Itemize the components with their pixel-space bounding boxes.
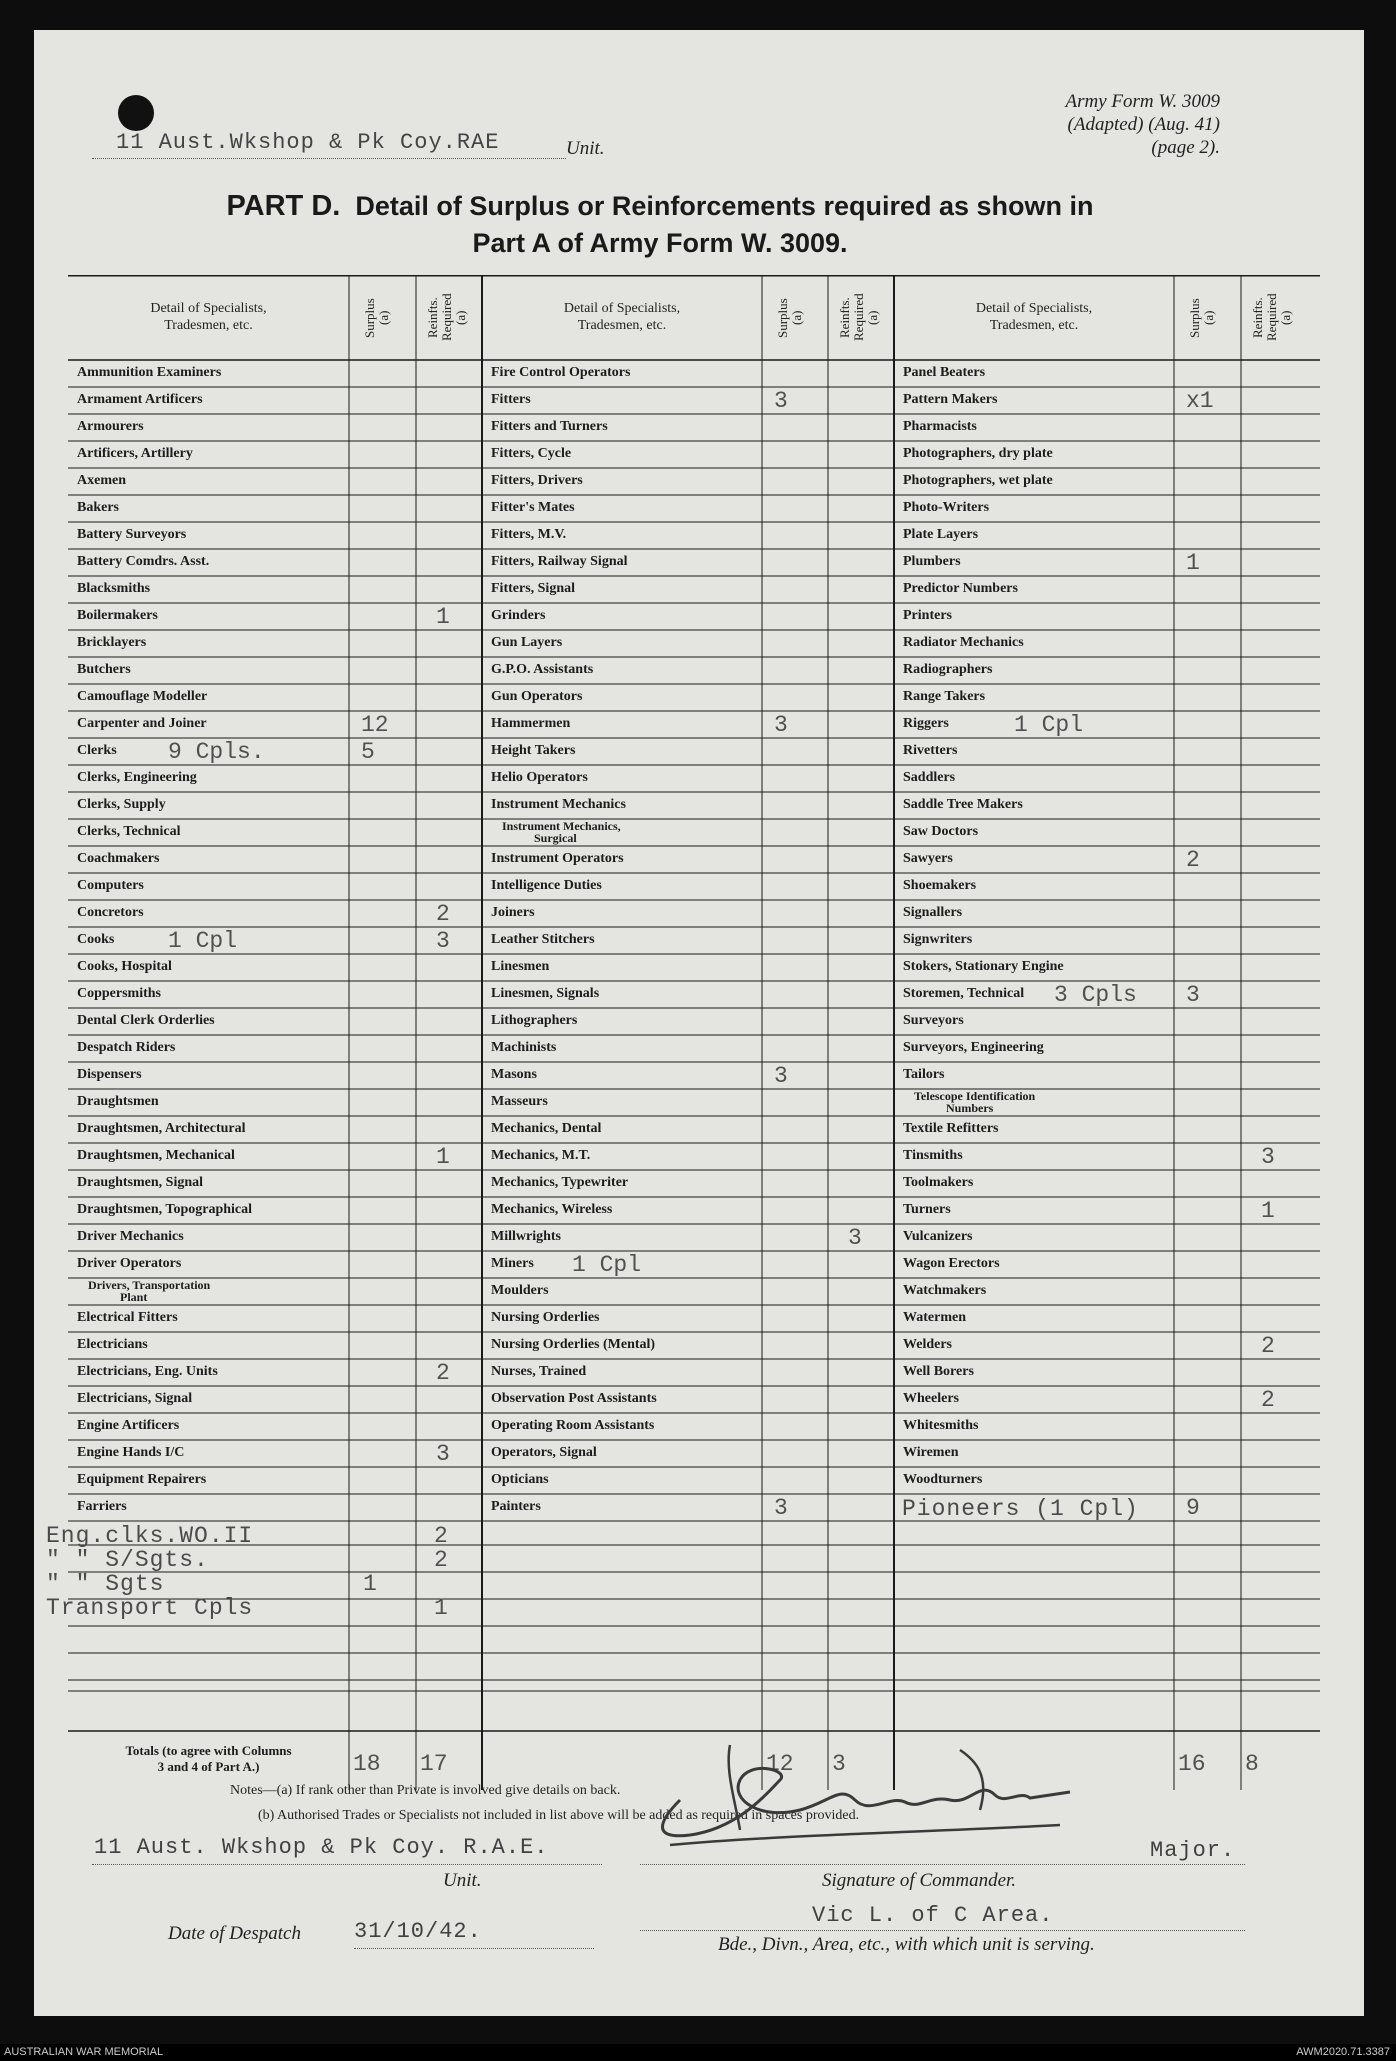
row-label: Radiator Mechanics	[903, 635, 1024, 650]
surplus-value: 9	[1186, 1495, 1200, 1521]
row-label: Mechanics, Wireless	[491, 1202, 613, 1217]
row-label: Equipment Repairers	[77, 1472, 207, 1487]
archive-bar	[0, 2044, 1396, 2061]
surplus-value: 3	[774, 1495, 788, 1521]
header-line: Required	[439, 293, 454, 342]
header-unit-line	[92, 158, 566, 159]
area-line	[640, 1930, 1245, 1931]
row-label: Tinsmiths	[903, 1148, 963, 1163]
header-line: (a)	[789, 310, 804, 326]
column-header-surplus	[776, 287, 804, 349]
row-label: Textile Refitters	[903, 1121, 999, 1136]
row-label: Bakers	[77, 500, 119, 515]
header-line: (a)	[376, 310, 391, 326]
row-label: Tailors	[903, 1067, 945, 1082]
row-label: Clerks, Technical	[77, 824, 181, 839]
row-label: Printers	[903, 608, 952, 623]
form-reference	[990, 90, 1220, 159]
row-label: Cooks	[77, 932, 115, 947]
column-header-detail	[482, 300, 762, 334]
reinforcement-value: 1	[1261, 1198, 1275, 1224]
row-label: Fitters	[491, 392, 531, 407]
row-label: Dental Clerk Orderlies	[77, 1013, 215, 1028]
row-label: Panel Beaters	[903, 365, 986, 380]
row-label-typed: Pioneers (1 Cpl)	[902, 1496, 1139, 1522]
totals-label-line: Totals (to agree with Columns	[125, 1743, 292, 1758]
form-title	[140, 188, 1180, 262]
row-label: Fire Control Operators	[491, 365, 631, 380]
row-label: Range Takers	[903, 689, 986, 704]
header-line: Detail of Specialists,	[150, 301, 267, 316]
surplus-value: 1	[363, 1571, 377, 1597]
row-label: Driver Mechanics	[77, 1229, 184, 1244]
date-line	[354, 1948, 594, 1949]
header-unit-typed: 11 Aust.Wkshop & Pk Coy.RAE	[116, 130, 500, 155]
row-label: Pattern Makers	[903, 392, 998, 407]
signature-label: Signature of Commander.	[822, 1870, 1017, 1891]
row-label: Butchers	[77, 662, 131, 677]
row-label: Ammunition Examiners	[77, 365, 222, 380]
totals-label	[68, 1743, 349, 1775]
row-annotation: 3 Cpls	[1054, 982, 1137, 1008]
row-label: Saw Doctors	[903, 824, 979, 839]
title-line-1: Detail of Surplus or Reinforcements required as shown in	[355, 191, 1094, 221]
row-label: Clerks	[77, 743, 117, 758]
reinforcement-value: 1	[436, 604, 450, 630]
reinforcement-value: 1	[436, 1144, 450, 1170]
column-header-detail	[68, 300, 349, 334]
surplus-value: 3	[774, 388, 788, 414]
row-label: Gun Layers	[491, 635, 563, 650]
row-label: Mechanics, Typewriter	[491, 1175, 629, 1190]
total-surplus: 12	[766, 1751, 794, 1777]
row-label: Rivetters	[903, 743, 958, 758]
area-label: Bde., Divn., Area, etc., with which unit is serving.	[718, 1934, 1095, 1955]
header-line: Surplus	[775, 298, 790, 338]
punch-hole	[118, 95, 154, 131]
row-label: Machinists	[491, 1040, 557, 1055]
row-label: Height Takers	[491, 743, 576, 758]
column-header-detail	[894, 300, 1174, 334]
row-label: Photographers, dry plate	[903, 446, 1053, 461]
row-label: Coachmakers	[77, 851, 160, 866]
row-label: Gun Operators	[491, 689, 583, 704]
row-label: Saddlers	[903, 770, 956, 785]
specialists-table	[46, 275, 1320, 1790]
row-label: Battery Comdrs. Asst.	[77, 554, 210, 569]
archive-right: AWM2020.71.3387	[1296, 2046, 1390, 2058]
row-label: Telescope Identification	[914, 1089, 1036, 1103]
column-header-reinforcements	[426, 280, 468, 355]
row-label: Axemen	[77, 473, 126, 488]
header-line: (a)	[865, 310, 880, 325]
row-label: Fitters, Drivers	[491, 473, 583, 488]
row-label: Leather Stitchers	[491, 932, 595, 947]
column-header-reinforcements	[1251, 280, 1293, 355]
reinforcement-value: 2	[1261, 1333, 1275, 1359]
totals-label-line: 3 and 4 of Part A.)	[157, 1759, 260, 1774]
row-label: Photographers, wet plate	[903, 473, 1053, 488]
surplus-value: 2	[1186, 847, 1200, 873]
reinforcement-value: 3	[848, 1225, 862, 1251]
row-label: Wiremen	[903, 1445, 959, 1460]
date-of-despatch-value: 31/10/42.	[354, 1919, 482, 1944]
row-label: Intelligence Duties	[491, 878, 602, 893]
table-rules	[68, 275, 1320, 1790]
row-label: Radiographers	[903, 662, 993, 677]
column-header-reinforcements	[838, 280, 880, 355]
row-label: Electricians, Eng. Units	[77, 1364, 218, 1379]
surplus-value: x1	[1186, 388, 1214, 414]
header-line: Detail of Specialists,	[563, 301, 681, 316]
row-label: Saddle Tree Makers	[903, 797, 1023, 812]
row-label: Bricklayers	[77, 635, 147, 650]
row-label: Fitters, Cycle	[491, 446, 572, 461]
row-label: Numbers	[946, 1101, 994, 1115]
row-label: Plant	[120, 1290, 148, 1304]
total-reinforcements: 3	[832, 1751, 846, 1777]
row-label: Photo-Writers	[903, 500, 990, 515]
row-label: Moulders	[491, 1283, 549, 1298]
row-label: Millwrights	[491, 1229, 561, 1244]
area-typed: Vic L. of C Area.	[812, 1903, 1054, 1928]
reinforcement-value: 3	[1261, 1144, 1275, 1170]
row-label: Helio Operators	[491, 770, 588, 785]
row-label: Coppersmiths	[77, 986, 162, 1001]
row-label: Watermen	[903, 1310, 966, 1325]
row-label: Opticians	[491, 1472, 549, 1487]
signature-line	[640, 1864, 1245, 1865]
column-header-surplus	[363, 287, 391, 349]
row-label: Woodturners	[903, 1472, 983, 1487]
surplus-value: 1	[1186, 550, 1200, 576]
note-b: (b) Authorised Trades or Specialists not included in list above will be added as required in spaces provided.	[258, 1808, 860, 1823]
row-label: Blacksmiths	[77, 581, 151, 596]
row-label: Linesmen	[491, 959, 550, 974]
form-ref-line: (page 2).	[1151, 137, 1220, 158]
header-line: Tradesmen, etc.	[989, 318, 1079, 333]
surplus-value: 12	[361, 712, 389, 738]
row-label: Pharmacists	[903, 419, 977, 434]
row-label: Electrical Fitters	[77, 1310, 178, 1325]
reinforcement-value: 2	[436, 1360, 450, 1386]
row-label: Instrument Mechanics	[491, 797, 626, 812]
row-label: Farriers	[77, 1499, 127, 1514]
header-line: (a)	[453, 310, 468, 325]
row-label: Storemen, Technical	[903, 986, 1025, 1001]
header-line: Required	[1264, 293, 1279, 342]
row-label: Nursing Orderlies (Mental)	[491, 1337, 656, 1352]
header-unit-label: Unit.	[566, 138, 605, 159]
row-label: Turners	[903, 1202, 951, 1217]
footer-unit-typed: 11 Aust. Wkshop & Pk Coy. R.A.E.	[94, 1835, 549, 1860]
header-line: Detail of Specialists,	[975, 301, 1093, 316]
row-label: Welders	[903, 1337, 952, 1352]
surplus-value: 5	[361, 739, 375, 765]
row-label: Plate Layers	[903, 527, 979, 542]
header-line: Reinfts.	[1250, 297, 1265, 338]
row-label: Hammermen	[491, 716, 571, 731]
row-label: Grinders	[491, 608, 546, 623]
row-label: Toolmakers	[903, 1175, 974, 1190]
header-line: Tradesmen, etc.	[164, 318, 253, 333]
row-label: Well Borers	[903, 1364, 974, 1379]
row-label: Clerks, Engineering	[77, 770, 197, 785]
extra-row-label: Transport Cpls	[46, 1595, 254, 1621]
form-ref-line: Army Form W. 3009	[1065, 91, 1220, 112]
reinforcement-value: 2	[436, 901, 450, 927]
row-label: Camouflage Modeller	[77, 689, 208, 704]
row-label: Operating Room Assistants	[491, 1418, 655, 1433]
row-label: Draughtsmen	[77, 1094, 159, 1109]
total-surplus: 16	[1178, 1751, 1206, 1777]
header-line: Reinfts.	[837, 297, 852, 338]
row-label: Armourers	[77, 419, 144, 434]
row-label: Sawyers	[903, 851, 953, 866]
row-label: Cooks, Hospital	[77, 959, 172, 974]
row-label: Nursing Orderlies	[491, 1310, 600, 1325]
row-label: Riggers	[903, 716, 949, 731]
surplus-value: 3	[774, 712, 788, 738]
row-label: Boilermakers	[77, 608, 158, 623]
total-reinforcements: 8	[1245, 1751, 1259, 1777]
row-label: Linesmen, Signals	[491, 986, 600, 1001]
row-label: Signallers	[903, 905, 963, 920]
surplus-value: 3	[1186, 982, 1200, 1008]
row-annotation: 9 Cpls.	[168, 739, 265, 765]
row-label: Dispensers	[77, 1067, 142, 1082]
row-label: Wagon Erectors	[903, 1256, 1000, 1271]
row-label: Fitters, M.V.	[491, 527, 567, 542]
row-label: Driver Operators	[77, 1256, 182, 1271]
header-line: (a)	[1201, 310, 1216, 326]
row-label: Surveyors	[903, 1013, 964, 1028]
extra-row-label: Eng.clks.WO.II	[46, 1523, 254, 1549]
row-label: Draughtsmen, Architectural	[77, 1121, 246, 1136]
date-of-despatch-label: Date of Despatch	[168, 1923, 301, 1944]
header-line: Tradesmen, etc.	[577, 318, 667, 333]
row-label: Draughtsmen, Mechanical	[77, 1148, 235, 1163]
row-label: Watchmakers	[903, 1283, 987, 1298]
row-label: Observation Post Assistants	[491, 1391, 657, 1406]
row-label: Electricians	[77, 1337, 148, 1352]
row-label: Fitter's Mates	[491, 500, 575, 515]
header-line: Surplus	[1187, 298, 1202, 338]
title-part: PART D.	[226, 190, 341, 222]
commander-signature	[630, 1740, 1150, 1870]
row-label: Armament Artificers	[77, 392, 203, 407]
header-line: Required	[851, 293, 866, 342]
row-label: Wheelers	[903, 1391, 959, 1406]
reinforcement-value: 2	[434, 1523, 448, 1549]
reinforcement-value: 1	[434, 1595, 448, 1621]
row-label: Surveyors, Engineering	[903, 1040, 1044, 1055]
row-annotation: 1 Cpl	[1014, 712, 1084, 738]
row-label: Engine Hands I/C	[77, 1445, 185, 1460]
row-label: Fitters and Turners	[491, 419, 608, 434]
row-label: Instrument Operators	[491, 851, 624, 866]
header-line: Surplus	[362, 298, 377, 338]
column-header-surplus	[1188, 287, 1216, 349]
row-label: Drivers, Transportation	[88, 1278, 211, 1292]
row-label: G.P.O. Assistants	[491, 662, 594, 677]
row-label: Instrument Mechanics,	[502, 819, 621, 833]
row-label: Masons	[491, 1067, 537, 1082]
note-a: Notes—(a) If rank other than Private is involved give details on back.	[230, 1783, 621, 1798]
row-label: Electricians, Signal	[77, 1391, 193, 1406]
row-label: Carpenter and Joiner	[77, 716, 207, 731]
row-label: Shoemakers	[903, 878, 977, 893]
reinforcement-value: 3	[436, 928, 450, 954]
header-line: Reinfts.	[425, 297, 440, 338]
row-label: Fitters, Railway Signal	[491, 554, 628, 569]
row-label: Masseurs	[491, 1094, 548, 1109]
row-label: Plumbers	[903, 554, 961, 569]
row-label: Computers	[77, 878, 144, 893]
extra-row-label: " " Sgts	[46, 1571, 165, 1597]
footer-unit-line	[92, 1864, 602, 1865]
row-label: Draughtsmen, Topographical	[77, 1202, 253, 1217]
row-label: Engine Artificers	[77, 1418, 180, 1433]
row-label: Concretors	[77, 905, 144, 920]
signature-rank-typed: Major.	[1150, 1838, 1236, 1863]
reinforcement-value: 3	[436, 1441, 450, 1467]
total-surplus: 18	[353, 1751, 381, 1777]
row-annotation: 1 Cpl	[572, 1252, 642, 1278]
row-label: Artificers, Artillery	[77, 446, 193, 461]
row-label: Joiners	[491, 905, 535, 920]
row-label: Despatch Riders	[77, 1040, 176, 1055]
archive-left: AUSTRALIAN WAR MEMORIAL	[4, 2046, 164, 2058]
total-reinforcements: 17	[420, 1751, 448, 1777]
footer-unit-label: Unit.	[443, 1870, 482, 1891]
row-label: Whitesmiths	[903, 1418, 979, 1433]
row-annotation: 1 Cpl	[168, 928, 238, 954]
row-label: Miners	[491, 1256, 534, 1271]
row-label: Vulcanizers	[903, 1229, 973, 1244]
surplus-value: 3	[774, 1063, 788, 1089]
row-label: Operators, Signal	[491, 1445, 597, 1460]
row-label: Draughtsmen, Signal	[77, 1175, 204, 1190]
form-ref-line: (Adapted) (Aug. 41)	[1067, 114, 1220, 135]
row-label: Predictor Numbers	[903, 581, 1018, 596]
row-label: Signwriters	[903, 932, 973, 947]
row-label: Battery Surveyors	[77, 527, 187, 542]
row-label: Fitters, Signal	[491, 581, 575, 596]
header-line: (a)	[1278, 310, 1293, 325]
row-label: Mechanics, M.T.	[491, 1148, 591, 1163]
row-label: Painters	[491, 1499, 541, 1514]
row-label: Stokers, Stationary Engine	[903, 959, 1064, 974]
row-label: Surgical	[534, 831, 577, 845]
row-label: Clerks, Supply	[77, 797, 166, 812]
row-label: Nurses, Trained	[491, 1364, 587, 1379]
row-label: Lithographers	[491, 1013, 578, 1028]
title-line-2: Part A of Army Form W. 3009.	[472, 228, 848, 258]
row-label: Mechanics, Dental	[491, 1121, 602, 1136]
reinforcement-value: 2	[1261, 1387, 1275, 1413]
extra-row-label: " " S/Sgts.	[46, 1547, 209, 1573]
reinforcement-value: 2	[434, 1547, 448, 1573]
